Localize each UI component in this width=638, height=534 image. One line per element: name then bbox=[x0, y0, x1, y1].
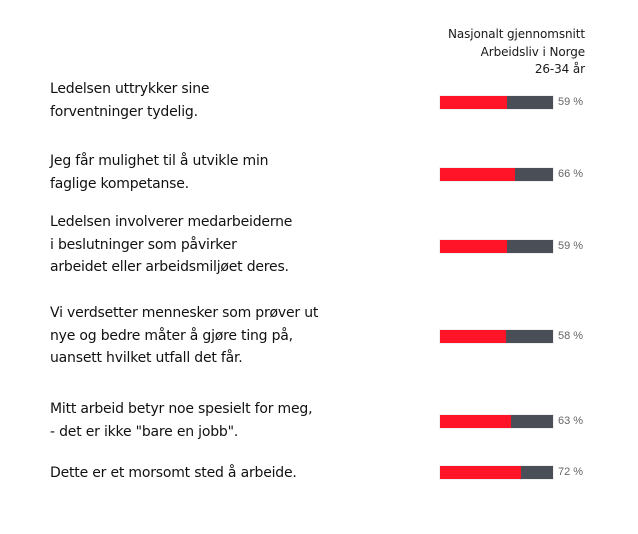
statement-line: Mitt arbeid betyr noe spesielt for meg, bbox=[50, 401, 313, 417]
score-bar bbox=[440, 415, 553, 428]
score-bar-fill bbox=[440, 330, 506, 343]
statement-line: Vi verdsetter mennesker som prøver ut bbox=[50, 305, 319, 321]
statement-line: uansett hvilket utfall det får. bbox=[50, 350, 243, 366]
chart-header bbox=[448, 26, 585, 79]
score-percent: 59 % bbox=[558, 240, 584, 252]
score-percent: 63 % bbox=[558, 415, 584, 427]
score-bar-remainder bbox=[521, 466, 553, 479]
score-percent: 66 % bbox=[558, 168, 584, 180]
score-bar-fill bbox=[440, 415, 511, 428]
score-bar-remainder bbox=[507, 96, 553, 109]
score-percent: 58 % bbox=[558, 330, 584, 342]
score-bar bbox=[440, 168, 553, 181]
statement-label bbox=[50, 302, 318, 370]
statement-label bbox=[50, 78, 209, 123]
score-bar-remainder bbox=[515, 168, 553, 181]
statement-line: - det er ikke "bare en jobb". bbox=[50, 423, 239, 440]
statement-label bbox=[50, 398, 312, 443]
statement-line: faglige kompetanse. bbox=[50, 175, 189, 192]
statement-line: arbeidet eller arbeidsmiljøet deres. bbox=[50, 259, 289, 275]
statement-line: i beslutninger som påvirker bbox=[50, 236, 237, 253]
score-bar-remainder bbox=[507, 240, 553, 253]
statement-line: Ledelsen involverer medarbeiderne bbox=[50, 214, 293, 230]
score-bar-remainder bbox=[511, 415, 553, 428]
score-bar-fill bbox=[440, 168, 515, 181]
header-age-group: 26-34 år bbox=[534, 62, 585, 76]
statement-label bbox=[50, 150, 268, 195]
statement-line: Ledelsen uttrykker sine bbox=[50, 81, 210, 97]
statement-label bbox=[50, 462, 297, 485]
score-bar bbox=[440, 240, 553, 253]
score-bar bbox=[440, 96, 553, 109]
statement-line: forventninger tydelig. bbox=[50, 103, 198, 120]
score-bar-fill bbox=[440, 96, 507, 109]
statement-line: nye og bedre måter å gjøre ting på, bbox=[50, 327, 293, 344]
score-percent: 59 % bbox=[558, 96, 584, 108]
statement-line: Dette er et morsomt sted å arbeide. bbox=[50, 465, 297, 481]
statement-label bbox=[50, 211, 292, 279]
score-bar-fill bbox=[440, 466, 521, 479]
statement-line: Jeg får mulighet til å utvikle min bbox=[50, 153, 269, 169]
header-subtitle: Arbeidsliv i Norge bbox=[480, 44, 585, 59]
score-bar-fill bbox=[440, 240, 507, 253]
score-percent: 72 % bbox=[558, 466, 584, 478]
header-title: Nasjonalt gjennomsnitt bbox=[447, 27, 585, 41]
score-bar bbox=[440, 330, 553, 343]
score-bar-remainder bbox=[506, 330, 553, 343]
score-bar bbox=[440, 466, 553, 479]
